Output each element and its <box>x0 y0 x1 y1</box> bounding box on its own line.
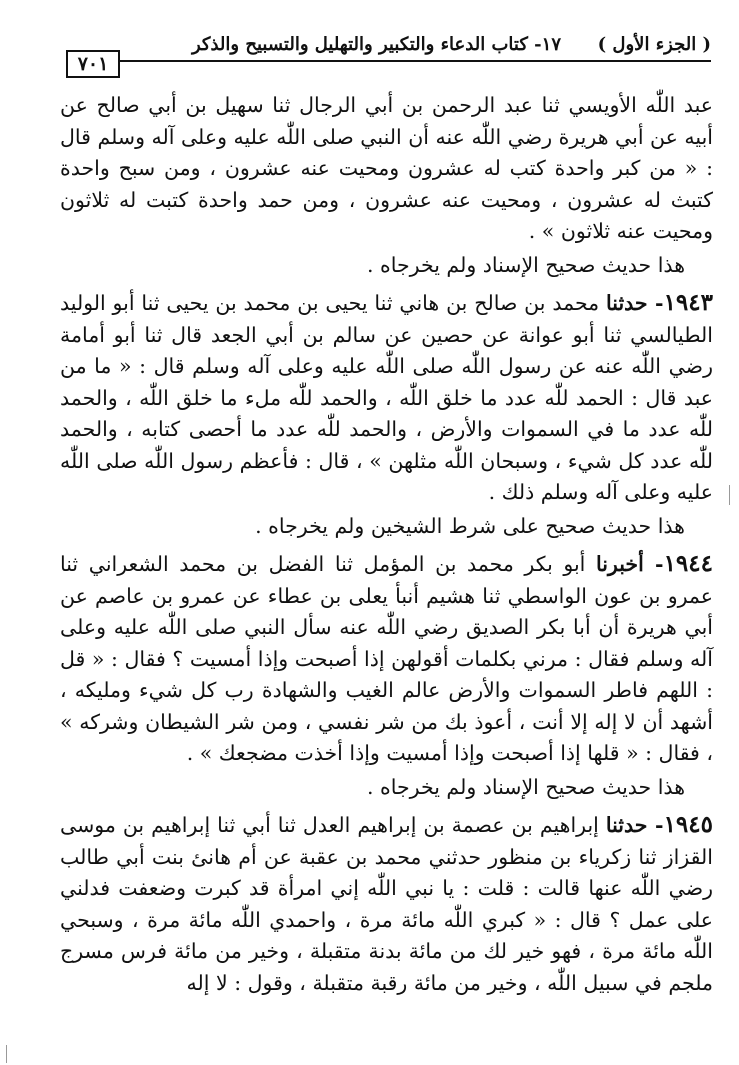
hadith-lead-word: حدثنا <box>605 813 648 837</box>
hadith-text: إبراهيم بن عصمة بن إبراهيم العدل ثنا أبي ثنا إبراهيم بن موسى القزاز ثنا زكرياء بن منظور حدثني محمد بن عقبة عن أم هانئ بنت أبي طالب رضي اللّٰه عنها قالت : قلت : يا نبي اللّٰه إني امرأة قد كبرت وضعفت فدلني على عمل ؟ قال : « كبري اللّٰه مائة مرة ، واحمدي اللّٰه مائة مرة ، وسبحي اللّٰه مائة مرة ، فهو خير لك من مائة بدنة متقبلة ، وخير من مائة فرس مسرج ملجم في سبيل اللّٰه ، وخير من مائة رقبة متقبلة ، وقول : لا إله <box>60 813 713 995</box>
hadith-number: ١٩٤٤ <box>663 550 713 577</box>
hadith-number: ١٩٤٣ <box>663 289 713 316</box>
scan-edge-mark <box>6 1045 7 1063</box>
hadith-1944: ١٩٤٤- أخبرنا أبو بكر محمد بن المؤمل ثنا الفضل بن محمد الشعراني ثنا عمرو بن عون الواسطي ثنا هشيم أنبأ يعلى بن عطاء عن عمرو بن عاصم عن أبي هريرة أن أبا بكر الصديق رضي اللّٰه عنه سأل النبي صلى اللّٰه عليه وعلى آله وسلم فقال : مرني بكلمات أقولهن إذا أصبحت وإذا أمسيت ؟ فقال : « قل : اللهم فاطر السموات والأرض عالم الغيب والشهادة رب كل شيء ومليكه ، أشهد أن لا إله إلا أنت ، أعوذ بك من شر نفسي ، ومن شر الشيطان وشركه » ، فقال : « قلها إذا أصبحت وإذا أمسيت وإذا أخذت مضجعك » . <box>60 550 713 765</box>
chapter-title: ١٧- كتاب الدعاء والتكبير والتهليل والتسبيح والذكر <box>191 34 561 55</box>
volume-label: ( الجزء الأول ) <box>597 34 711 55</box>
continued-hadith-text: عبد اللّٰه الأويسي ثنا عبد الرحمن بن أبي الرجال ثنا سهيل بن أبي صالح عن أبيه عن أبي هريرة رضي اللّٰه عنه أن النبي صلى اللّٰه عليه وعلى آله وسلم قال : « من كبر واحدة كتب له عشرون ومحيت عنه عشرون ، ومن سبح واحدة كتبث له عشرون ، ومحيت عنه عشرون ، ومن حمد واحدة كتبت له ثلاثون ومحيت عنه ثلاثون » . <box>60 93 713 243</box>
page-body <box>60 90 713 999</box>
hadith-verdict: هذا حديث صحيح على شرط الشيخين ولم يخرجاه . <box>255 513 685 538</box>
hadith-text: أبو بكر محمد بن المؤمل ثنا الفضل بن محمد الشعراني ثنا عمرو بن عون الواسطي ثنا هشيم أنبأ يعلى بن عطاء عن عمرو بن عاصم عن أبي هريرة أن أبا بكر الصديق رضي اللّٰه عنه سأل النبي صلى اللّٰه عليه وعلى آله وسلم فقال : مرني بكلمات أقولهن إذا أصبحت وإذا أمسيت ؟ فقال : « قل : اللهم فاطر السموات والأرض عالم الغيب والشهادة رب كل شيء ومليكه ، أشهد أن لا إله إلا أنت ، أعوذ بك من شر نفسي ، ومن شر الشيطان وشركه » ، فقال : « قلها إذا أصبحت وإذا أمسيت وإذا أخذت مضجعك » . <box>60 552 713 765</box>
page-number: ٧٠١ <box>66 50 120 78</box>
scan-edge-mark <box>729 485 730 505</box>
hadith-verdict: هذا حديث صحيح الإسناد ولم يخرجاه . <box>366 252 685 277</box>
hadith-1943: ١٩٤٣- حدثنا محمد بن صالح بن هاني ثنا يحيى بن محمد بن يحيى ثنا أبو الوليد الطيالسي ثنا أبو عوانة عن حصين عن سالم بن أبي الجعد قال ثنا أبو أمامة رضي اللّٰه عنه عن رسول اللّٰه صلى اللّٰه عليه وعلى آله وسلم قال : « ما من عبد قال : الحمد للّٰه عدد ما خلق اللّٰه ، والحمد للّٰه ملء ما خلق اللّٰه ، والحمد للّٰه عدد ما في السموات والأرض ، والحمد للّٰه عدد ما أحصى كتابه ، والحمد للّٰه عدد كل شيء ، وسبحان اللّٰه مثلهن » ، قال : فأعظم رسول اللّٰه صلى اللّٰه عليه وعلى آله وسلم ذلك . <box>60 289 713 504</box>
header-divider <box>118 60 711 62</box>
hadith-lead-word: حدثنا <box>606 291 648 315</box>
hadith-number: ١٩٤٥ <box>663 811 713 838</box>
hadith-lead-word: أخبرنا <box>595 552 644 576</box>
running-header <box>66 30 711 60</box>
hadith-text: محمد بن صالح بن هاني ثنا يحيى بن محمد بن يحيى ثنا أبو الوليد الطيالسي ثنا أبو عوانة عن حصين عن سالم بن أبي الجعد قال ثنا أبو أمامة رضي اللّٰه عنه عن رسول اللّٰه صلى اللّٰه عليه وعلى آله وسلم قال : « ما من عبد قال : الحمد للّٰه عدد ما خلق اللّٰه ، والحمد للّٰه ملء ما خلق اللّٰه ، والحمد للّٰه عدد ما في السموات والأرض ، والحمد للّٰه عدد ما أحصى كتابه ، والحمد للّٰه عدد كل شيء ، وسبحان اللّٰه مثلهن » ، قال : فأعظم رسول اللّٰه صلى اللّٰه عليه وعلى آله وسلم ذلك . <box>60 291 713 504</box>
hadith-1945: ١٩٤٥- حدثنا إبراهيم بن عصمة بن إبراهيم العدل ثنا أبي ثنا إبراهيم بن موسى القزاز ثنا زكرياء بن منظور حدثني محمد بن عقبة عن أم هانئ بنت أبي طالب رضي اللّٰه عنها قالت : قلت : يا نبي اللّٰه إني امرأة قد كبرت وضعفت فدلني على عمل ؟ قال : « كبري اللّٰه مائة مرة ، واحمدي اللّٰه مائة مرة ، وسبحي اللّٰه مائة مرة ، فهو خير لك من مائة بدنة متقبلة ، وخير من مائة فرس مسرج ملجم في سبيل اللّٰه ، وخير من مائة رقبة متقبلة ، وقول : لا إله <box>60 811 713 995</box>
hadith-verdict: هذا حديث صحيح الإسناد ولم يخرجاه . <box>366 774 685 799</box>
